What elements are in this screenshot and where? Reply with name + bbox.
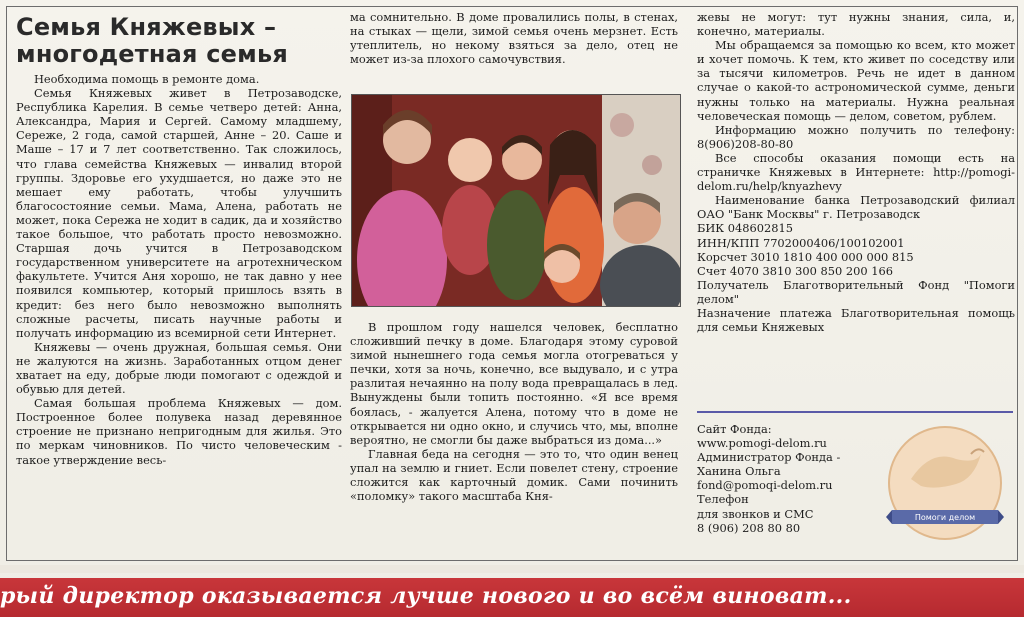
bank-line: Получатель Благотворительный Фонд "Помоги делом" <box>697 277 1015 306</box>
column-2-top <box>350 10 678 66</box>
contact-line: 8 (906) 208 80 80 <box>697 520 801 535</box>
contact-line: для звонков и СМС <box>697 506 814 521</box>
contact-line: Сайт Фонда: <box>697 422 772 436</box>
paragraph: Семья Княжевых живет в Петрозаводске, Республика Карелия. В семье четверо детей: Анна, Александра, Мария и Сергей. Самому младшему, Сереже, 2 года, самой старшей, Анне – 20. Саше и Маше – 17 и 7 лет соответственно. Так сложилось, что глава семейства Княжевых — инвалид второй группы. Здоровье его ухудшается, но даже это не мешает ему работать, чтобы улучшить благосостояние семьи. Мама, Алена, работать не может, пока Сережа не ходит в садик, да и хозяйство такое большое, что работать просто невозможно. Старшая дочь учится в Петрозаводском государственном университете на агротехническом факультете. Учится Аня хорошо, не так давно у нее появился компьютер, который пришлось взять в кредит: без него было невозможно выполнять сложные расчеты, писать научные работы и получать информацию из всемирной сети Интернет. <box>16 86 342 340</box>
contact-line: fond@pomoqi-delom.ru <box>697 478 833 493</box>
section-divider <box>697 411 1013 413</box>
logo-text: Помоги делом <box>914 513 976 522</box>
paragraph: В прошлом году нашелся человек, бесплатно сложивший печку в доме. Благодаря этому суровой зимой нынешнего года семья могла отогреваться у печки, хотя за ночь, конечно, все выдувало, и с утра разлитая нечаянно на полу вода превращалась в лед. Вынуждены были топить постоянно. «Я все время боялась, - жалуется Алена, потому что в доме не открывается ни одно окно, и случись что, мы, вполне вероятно, не смогли бы даже выбраться из дома...» <box>350 320 678 447</box>
banner-headline: рый директор оказывается лучше нового и во всём виноват... <box>0 583 852 609</box>
bank-line: Назначение платежа Благотворительная помощь для семьи Княжевых <box>697 305 1015 335</box>
paragraph: жевы не могут: тут нужны знания, сила, и, конечно, материалы. <box>697 10 1015 39</box>
paragraph: Необходима помощь в ремонте дома. <box>34 72 260 86</box>
contact-line: Ханина Ольга <box>697 464 781 479</box>
paragraph: Информацию можно получить по телефону: 8(906)208-80-80 <box>697 122 1015 151</box>
bank-line: БИК 048602815 <box>697 221 793 236</box>
contact-line: www.pomogi-delom.ru <box>697 436 827 451</box>
family-photo <box>351 94 681 307</box>
paragraph: Мы обращаемся за помощью ко всем, кто может и хочет помочь. К тем, кто живет по соседству или за тысячи километров. Речь не идет в данном случае о какой-то астрономической сумме, деньги нужны только на материалы. Нужна реальная человеческая помощь — делом, советом, рублем. <box>697 38 1015 123</box>
bank-line: Корсчет 3010 1810 400 000 000 815 <box>697 249 914 264</box>
fund-logo <box>886 424 1004 542</box>
column-2-bottom <box>350 320 678 503</box>
contact-line: Администратор Фонда - <box>697 450 841 465</box>
page-gap <box>0 565 1024 573</box>
bank-line: Счет 4070 3810 300 850 200 166 <box>697 263 893 278</box>
paragraph: Княжевы — очень дружная, большая семья. Они не жалуются на жизнь. Заработанных отцом денег хватает на еду, добрые люди помогают с одеждой и обувью для детей. <box>16 339 342 397</box>
contact-line: Телефон <box>697 492 749 507</box>
bank-line: ИНН/КПП 7702000406/100102001 <box>697 235 905 250</box>
paragraph: Главная беда на сегодня — это то, что один венец упал на землю и гниет. Если повелет стену, строение сложится как карточный домик. Сами починить «поломку» такого масштаба Кня- <box>350 446 678 504</box>
column-3 <box>697 10 1015 334</box>
article-headline: Семья Княжевых – многодетная семья <box>16 13 288 68</box>
paragraph: Самая большая проблема Княжевых — дом. Построенное более полувека назад деревянное строение не признано непригодным для жилья. Это по меркам чиновников. По чисто человеческим - такое утверждение весь- <box>16 396 342 467</box>
bank-line: Наименование банка Петрозаводский филиал ОАО "Банк Москвы" г. Петрозаводск <box>697 193 1015 222</box>
column-1 <box>16 72 342 467</box>
fund-contacts <box>697 422 887 535</box>
paragraph: ма сомнительно. В доме провалились полы, в стенах, на стыках — щели, зимой семья очень мерзнет. Есть утеплитель, но некому взяться за дело, отец не может из-за плохого самочувствия. <box>350 10 678 67</box>
paragraph: Все способы оказания помощи есть на страничке Княжевых в Интернете: http://pomogi-delom.ru/help/knyazhevy <box>697 150 1015 194</box>
